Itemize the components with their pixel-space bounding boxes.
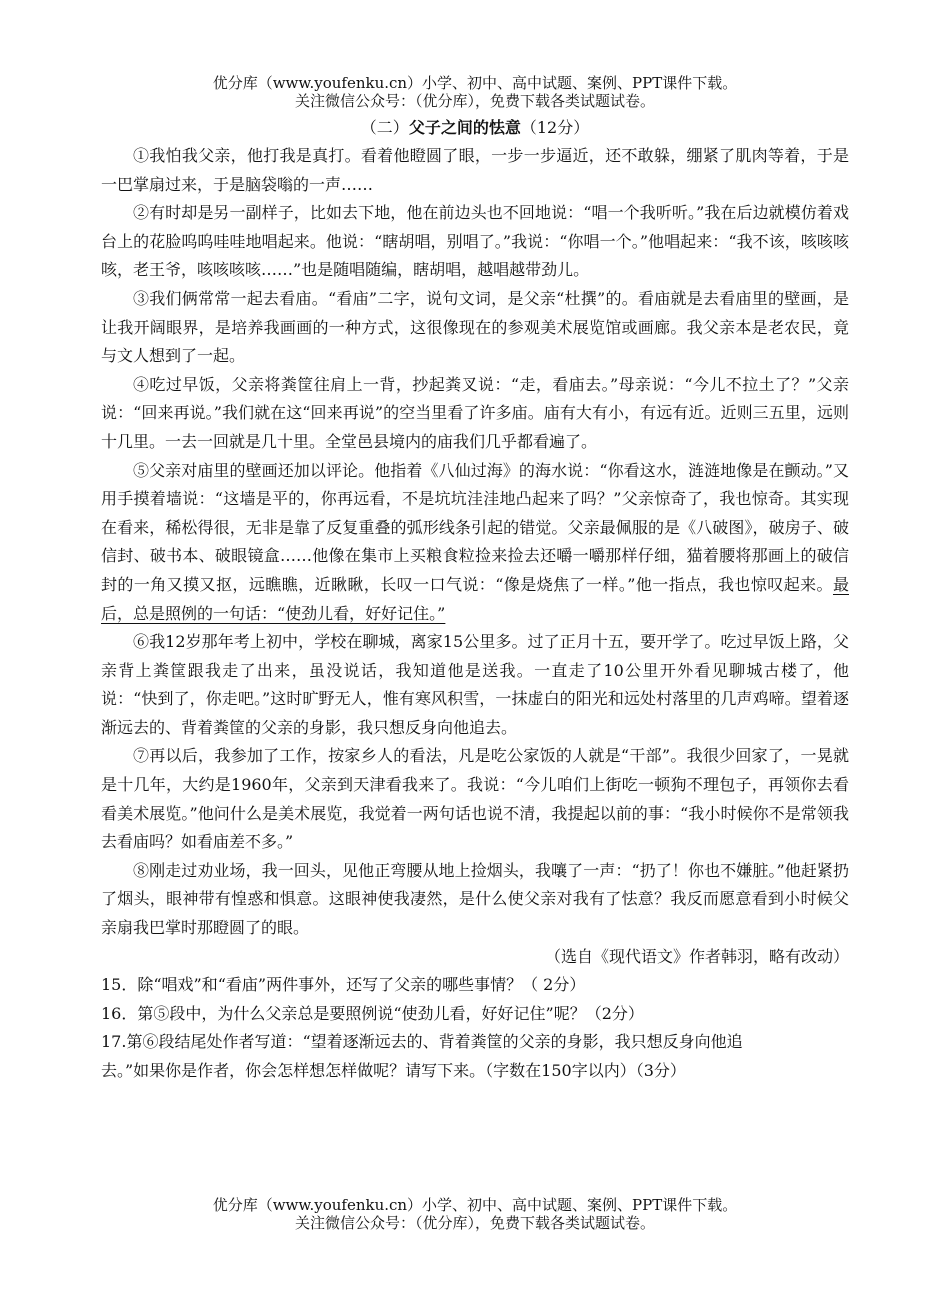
page-footer	[0, 1196, 950, 1232]
header-line-1: 优分库（www.youfenku.cn）小学、初中、高中试题、案例、PPT课件下载。	[212, 74, 738, 92]
question-15: 15．除“唱戏”和“看庙”两件事外，还写了父亲的哪些事情？（ 2分）	[101, 975, 586, 995]
paragraph-5-text: ⑤父亲对庙里的壁画还加以评论。他指着《八仙过海》的海水说：“你看这水，涟涟地像是在颤动。”又用手摸着墙说：“这墙是平的，你再远看，不是坑坑洼洼地凸起来了吗？”父亲惊奇了，我也惊奇。其实现在看来，稀松得很，无非是靠了反复重叠的弧形线条引起的错觉。父亲最佩服的是《八破图》，破房子、破信封、破书本、破眼镜盒……他像在集市上买粮食粒捡来捡去还嚼一嚼那样仔细，猫着腰将那画上的破信封的一角又摸又抠，远瞧瞧，近瞅瞅，长叹一口气说：“像是烧焦了一样。”他一指点，我也惊叹起来。	[101, 460, 849, 594]
question-17-line-1: 17.第⑥段结尾处作者写道：“望着逐渐远去的、背着粪筐的父亲的身影，我只想反身向他追	[101, 1032, 743, 1052]
paragraph-3: ③我们俩常常一起去看庙。“看庙”二字，说句文词，是父亲“杜撰”的。看庙就是去看庙里的壁画，是让我开阔眼界，是培养我画画的一种方式，这很像现在的参观美术展览馆或画廊。我父亲本是老农民，竟与文人想到了一起。	[101, 288, 849, 366]
question-17-line-2: 去。”如果你是作者，你会怎样想怎样做呢？请写下来。（字数在150字以内）（3分）	[101, 1061, 686, 1080]
footer-line-2: 关注微信公众号：（优分库），免费下载各类试题试卷。	[294, 1214, 655, 1232]
question-17	[101, 1028, 849, 1085]
question-16: 16．第⑤段中，为什么父亲总是要照例说“使劲儿看，好好记住”呢？（2分）	[101, 1003, 644, 1023]
title-main: 父子之间的怯意	[408, 118, 521, 137]
article-content	[101, 114, 849, 1086]
paragraph-8: ⑧刚走过劝业场，我一回头，见他正弯腰从地上捡烟头，我嚷了一声：“扔了！你也不嫌脏。”他赶紧扔了烟头，眼神带有惶惑和惧意。这眼神使我凄然，是什么使父亲对我有了怯意？我反而愿意看到小时候父亲扇我巴掌时那瞪圆了的眼。	[101, 860, 849, 938]
header-line-2: 关注微信公众号：（优分库），免费下载各类试题试卷。	[294, 92, 655, 110]
paragraph-5-underlined: 最后，总是照例的一句话：“使劲儿看，好好记住。”	[101, 574, 849, 623]
title-prefix: （二）	[360, 118, 409, 137]
paragraph-1: ①我怕我父亲，他打我是真打。看着他瞪圆了眼，一步一步逼近，还不敢躲，绷紧了肌肉等着，于是一巴掌扇过来，于是脑袋嗡的一声……	[101, 146, 849, 194]
article-title	[101, 114, 849, 142]
title-suffix: （12分）	[520, 118, 590, 137]
page-header	[0, 74, 950, 110]
footer-line-1: 优分库（www.youfenku.cn）小学、初中、高中试题、案例、PPT课件下载。	[212, 1196, 738, 1214]
article-source: （选自《现代语文》作者韩羽，略有改动）	[544, 946, 849, 966]
paragraph-7: ⑦再以后，我参加了工作，按家乡人的看法，凡是吃公家饭的人就是“干部”。我很少回家了，一晃就是十几年，大约是1960年，父亲到天津看我来了。我说：“今儿咱们上街吃一顿狗不理包子，再领你去看看美术展览。”他问什么是美术展览，我觉着一两句话也说不清，我提起以前的事：“我小时候你不是常领我去看庙吗？如看庙差不多。”	[101, 746, 849, 852]
paragraph-5	[101, 457, 849, 629]
paragraph-4: ④吃过早饭，父亲将粪筐往肩上一背，抄起粪叉说：“走，看庙去。”母亲说：“今儿不拉土了？”父亲说：“回来再说。”我们就在这“回来再说”的空当里看了许多庙。庙有大有小，有远有近。近则三五里，远则十几里。一去一回就是几十里。全堂邑县境内的庙我们几乎都看遍了。	[101, 374, 849, 451]
paragraph-6: ⑥我12岁那年考上初中，学校在聊城，离家15公里多。过了正月十五，要开学了。吃过早饭上路，父亲背上粪筐跟我走了出来，虽没说话，我知道他是送我。一直走了10公里开外看见聊城古楼了，他说：“快到了，你走吧。”这时旷野无人，惟有寒风积雪，一抹虚白的阳光和远处村落里的几声鸡啼。望着逐渐远去的、背着粪筐的父亲的身影，我只想反身向他追去。	[101, 632, 849, 737]
paragraph-2: ②有时却是另一副样子，比如去下地，他在前边头也不回地说：“唱一个我听听。”我在后边就模仿着戏台上的花脸呜呜哇哇地唱起来。他说：“瞎胡唱，别唱了。”我说：“你唱一个。”他唱起来：“我不该，咳咳咳咳，老王爷，咳咳咳咳……”也是随唱随编，瞎胡唱，越唱越带劲儿。	[101, 203, 849, 280]
